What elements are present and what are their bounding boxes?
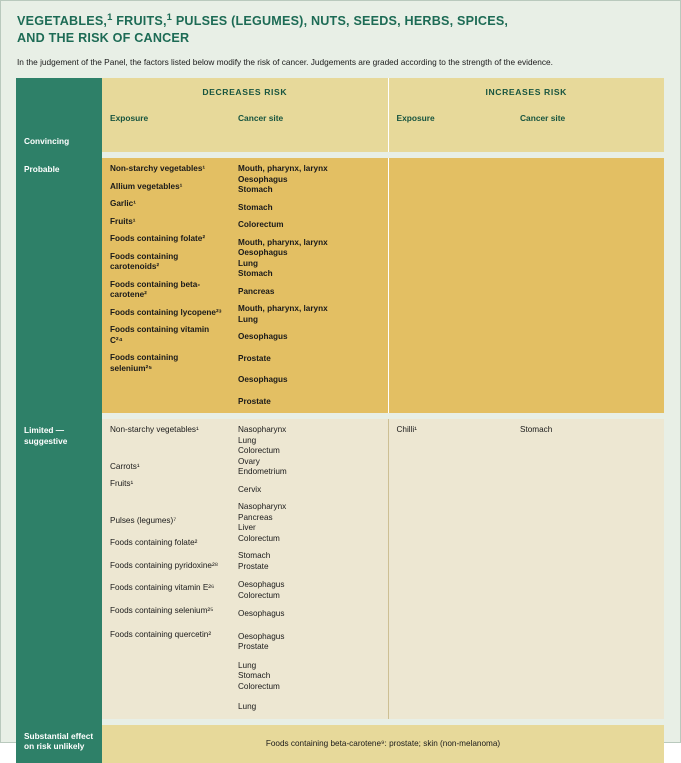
list-item: Mouth, pharynx, larynx Lung	[238, 304, 328, 324]
row-label-convincing: Convincing	[16, 130, 102, 152]
probable-exposure-increases	[388, 158, 512, 413]
list-item: Oesophagus Colorectum	[238, 580, 285, 600]
list-item: Foods containing vitamin C²⁴	[110, 325, 210, 345]
list-item: Pancreas	[238, 286, 275, 296]
list-item: Prostate	[238, 396, 271, 406]
corner-cell-2	[16, 106, 102, 130]
table-row	[16, 419, 664, 719]
list-item: Foods containing lycopene²³	[110, 307, 222, 317]
list-item: Cervix	[238, 484, 262, 494]
page-title: VEGETABLES,$^1$ FRUITS,$^1$ PULSES (LEGUMES), NUTS, SEEDS, HERBS, SPICES, AND THE RISK OF CANCER	[17, 11, 509, 45]
list-item: Colorectum	[238, 220, 284, 230]
list-item: Foods containing carotenoids²	[110, 251, 179, 272]
list-item: Lung Stomach Colorectum	[238, 660, 280, 691]
table-row	[16, 130, 664, 152]
decreases-risk-header: DECREASES RISK	[102, 78, 388, 106]
list-item: Foods containing quercetin²	[110, 630, 212, 640]
list-item: Foods containing folate²	[110, 234, 206, 244]
list-item: Stomach	[520, 425, 553, 435]
list-item: Non-starchy vegetables¹	[110, 425, 199, 435]
list-item: Lung	[238, 702, 257, 712]
convincing-exposure-decreases	[102, 130, 230, 152]
list-item: Foods containing vitamin E²⁶	[110, 583, 215, 593]
risk-matrix-table	[16, 78, 664, 763]
convincing-site-decreases	[230, 130, 388, 152]
list-item: Nasopharynx Lung Colorectum Ovary Endometrium	[238, 425, 287, 477]
limited-site-decreases	[230, 419, 388, 719]
col-header-exposure-increases: Exposure	[388, 106, 512, 130]
list-item: Prostate	[238, 353, 271, 363]
list-item: Oesophagus	[238, 609, 285, 619]
row-label-limited-suggestive: Limited — suggestive	[16, 419, 102, 719]
row-label-substantial-effect-unlikely: Substantial effect on risk unlikely	[16, 725, 102, 763]
list-item: Non-starchy vegetables¹	[110, 164, 206, 174]
list-item: Garlic¹	[110, 199, 136, 209]
limited-exposure-increases	[388, 419, 512, 719]
list-item: Foods containing beta-carotene²	[110, 279, 201, 300]
list-item: Allium vegetables¹	[110, 181, 183, 191]
corner-cell	[16, 78, 102, 106]
limited-exposure-decreases	[102, 419, 230, 719]
list-item: Mouth, pharynx, larynx Oesophagus Stomach	[238, 164, 328, 195]
substantial-effect-note: Foods containing beta-carotene⁹: prostate; skin (non-melanoma)	[102, 725, 664, 763]
list-item: Foods containing pyridoxine²⁸	[110, 560, 219, 570]
col-header-cancer-site-decreases: Cancer site	[230, 106, 388, 130]
probable-site-increases	[512, 158, 664, 413]
probable-exposure-decreases	[102, 158, 230, 413]
list-item: Fruits¹	[110, 479, 134, 489]
list-item: Foods containing selenium²⁵	[110, 605, 214, 615]
list-item: Mouth, pharynx, larynx Oesophagus Lung Stomach	[238, 237, 328, 279]
limited-site-increases	[512, 419, 664, 719]
col-header-cancer-site-increases: Cancer site	[512, 106, 664, 130]
intro-text: In the judgement of the Panel, the factors listed below modify the risk of cancer. Judgements are graded according to the strength of the evidence.	[17, 57, 553, 67]
list-item: Carrots¹	[110, 461, 140, 471]
list-item: Foods containing selenium²⁵	[110, 353, 179, 373]
list-item: Oesophagus Prostate	[238, 631, 285, 652]
list-item: Foods containing folate²	[110, 538, 198, 548]
list-item: Oesophagus	[238, 332, 288, 342]
increases-risk-header: INCREASES RISK	[388, 78, 664, 106]
col-header-exposure-decreases: Exposure	[102, 106, 230, 130]
list-item: Fruits¹	[110, 216, 136, 226]
list-item: Oesophagus	[238, 375, 288, 385]
row-label-probable: Probable	[16, 158, 102, 413]
list-item: Stomach	[238, 202, 273, 212]
table-row	[16, 158, 664, 413]
list-item: Stomach Prostate	[238, 551, 271, 571]
convincing-exposure-increases	[388, 130, 512, 152]
probable-site-decreases	[230, 158, 388, 413]
list-item: Nasopharynx Pancreas Liver Colorectum	[238, 502, 287, 543]
table-sub-header-row	[16, 106, 664, 130]
table-row	[16, 725, 664, 763]
table-group-header-row	[16, 78, 664, 106]
list-item: Chilli¹	[396, 425, 417, 435]
convincing-site-increases	[512, 130, 664, 152]
list-item: Pulses (legumes)⁷	[110, 515, 177, 525]
